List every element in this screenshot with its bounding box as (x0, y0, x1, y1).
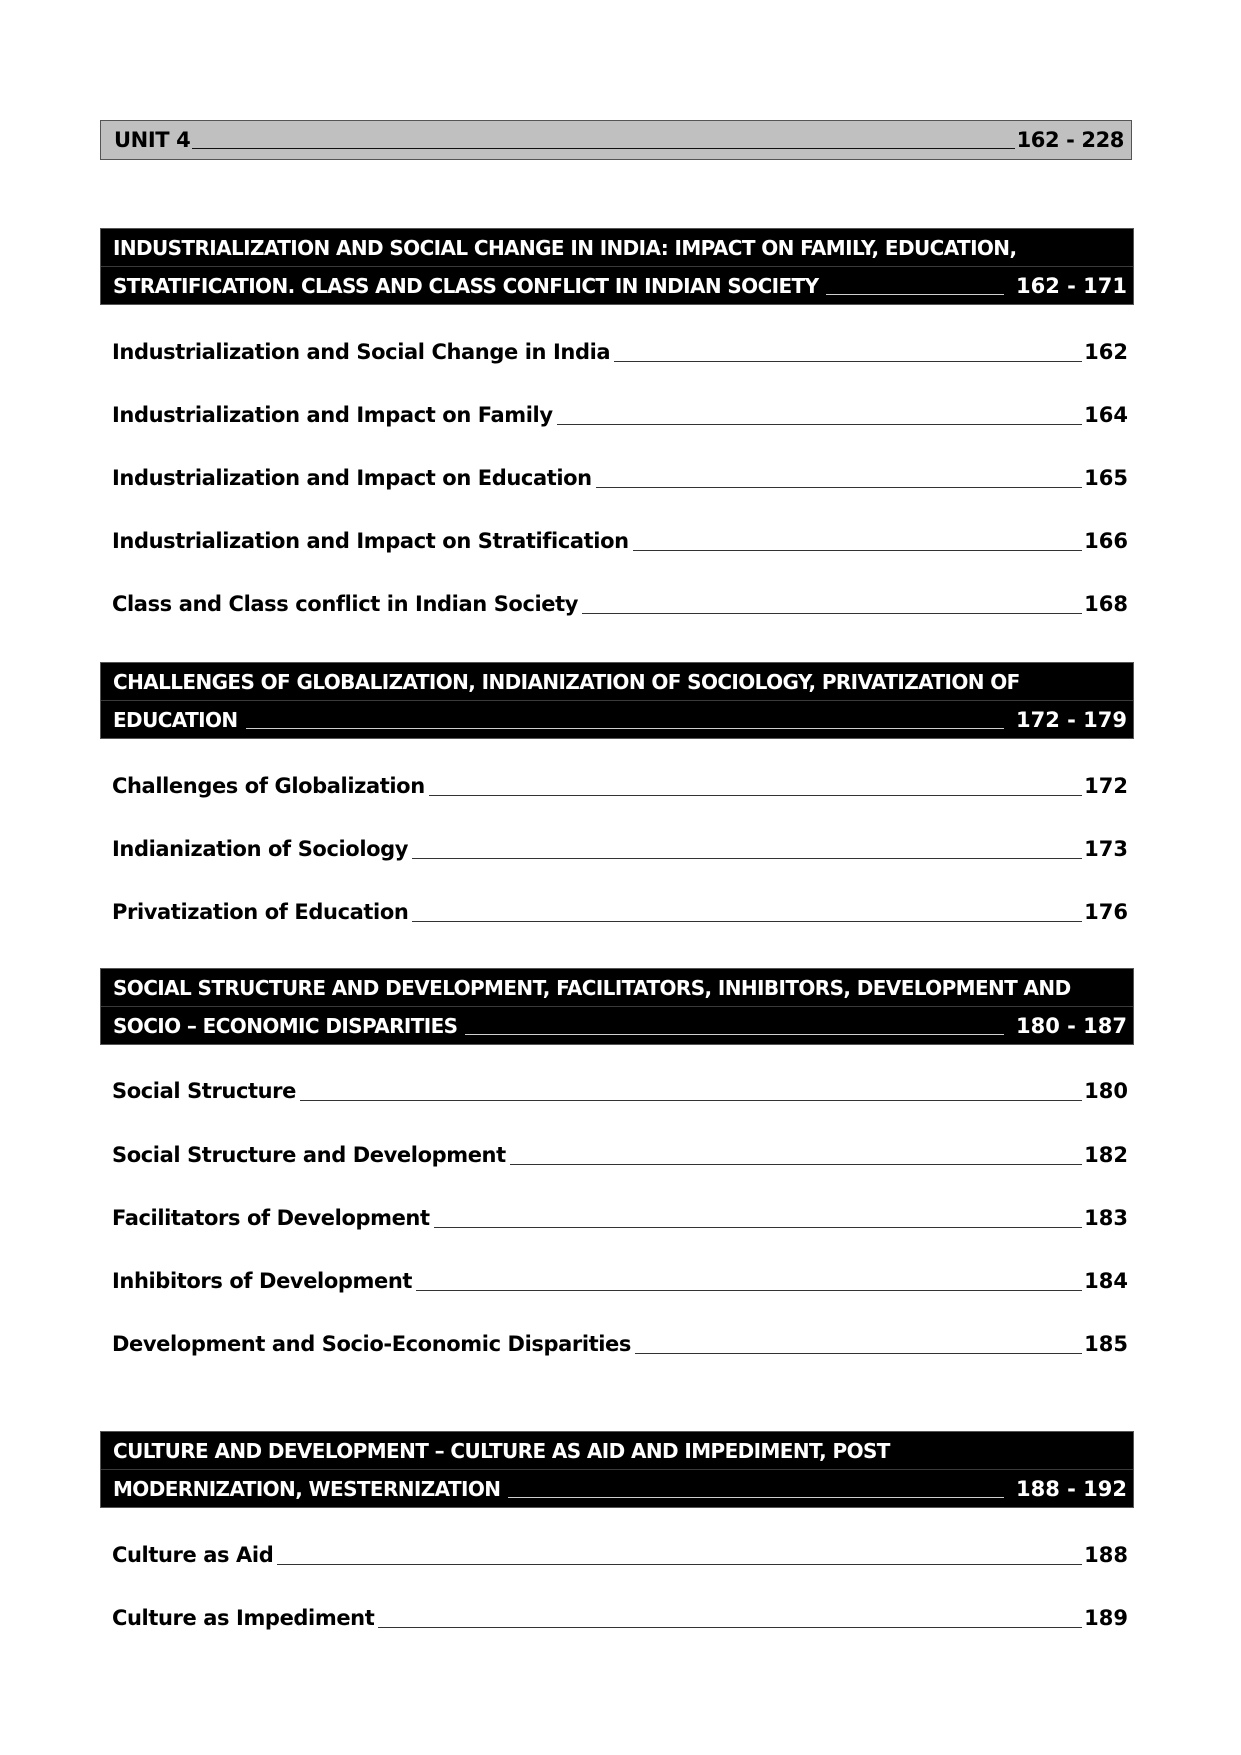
entry-title: Industrialization and Impact on Stratification (112, 529, 629, 553)
section-title: MODERNIZATION, WESTERNIZATION (113, 1476, 501, 1501)
entry-page: 162 (1084, 340, 1128, 364)
toc-entry[interactable] (112, 398, 1128, 432)
toc-entry[interactable] (112, 769, 1128, 803)
leader-line (614, 361, 1082, 362)
section-title-line (101, 229, 1133, 267)
entry-page: 173 (1084, 837, 1128, 861)
toc-entry[interactable] (112, 1074, 1128, 1108)
entry-title: Indianization of Sociology (112, 837, 409, 861)
leader-line (557, 424, 1083, 425)
section-title-line (101, 1432, 1133, 1470)
section-title: INDUSTRIALIZATION AND SOCIAL CHANGE IN INDIA: IMPACT ON FAMILY, EDUCATION, (113, 235, 1017, 260)
entry-page: 184 (1084, 1269, 1128, 1293)
entry-title: Culture as Impediment (112, 1606, 375, 1630)
entry-title: Industrialization and Impact on Family (112, 403, 553, 427)
entry-page: 176 (1084, 900, 1128, 924)
leader-line (508, 1497, 1004, 1498)
leader-line (465, 1034, 1004, 1035)
leader-line (378, 1627, 1082, 1628)
toc-entry[interactable] (112, 895, 1128, 929)
leader-line (246, 728, 1004, 729)
leader-line (412, 921, 1082, 922)
leader-line (416, 1290, 1082, 1291)
section-page-range: 180 - 187 (1015, 1013, 1127, 1038)
toc-entry[interactable] (112, 461, 1128, 495)
section-title: EDUCATION (113, 707, 238, 732)
toc-entry[interactable] (112, 1538, 1128, 1572)
leader-line (596, 487, 1082, 488)
leader-line (582, 613, 1082, 614)
leader-line (412, 858, 1082, 859)
entry-page: 185 (1084, 1332, 1128, 1356)
entry-page: 164 (1084, 403, 1128, 427)
entry-title: Social Structure (112, 1079, 296, 1103)
section-title-line (101, 701, 1133, 738)
entry-page: 180 (1084, 1079, 1128, 1103)
section-title: CULTURE AND DEVELOPMENT – CULTURE AS AID AND IMPEDIMENT, POST (113, 1438, 890, 1463)
entry-title: Class and Class conflict in Indian Society (112, 592, 579, 616)
entry-page: 182 (1084, 1143, 1128, 1167)
toc-entry[interactable] (112, 524, 1128, 558)
section-title-line (101, 1470, 1133, 1507)
section-header[interactable] (100, 228, 1134, 305)
leader-line (633, 550, 1082, 551)
toc-entry[interactable] (112, 1201, 1128, 1235)
section-header[interactable] (100, 1431, 1134, 1508)
entry-title: Culture as Aid (112, 1543, 274, 1567)
section-title-line (101, 267, 1133, 304)
toc-entry[interactable] (112, 1601, 1128, 1635)
leader-line (635, 1353, 1082, 1354)
toc-entry[interactable] (112, 1327, 1128, 1361)
entry-page: 168 (1084, 592, 1128, 616)
section-title: SOCIAL STRUCTURE AND DEVELOPMENT, FACILITATORS, INHIBITORS, DEVELOPMENT AND (113, 975, 1071, 1000)
toc-entry[interactable] (112, 335, 1128, 369)
entry-page: 165 (1084, 466, 1128, 490)
section-title-line (101, 1007, 1133, 1044)
unit-label: UNIT 4 (114, 128, 191, 152)
toc-entry[interactable] (112, 1138, 1128, 1172)
entry-title: Inhibitors of Development (112, 1269, 413, 1293)
leader-line (429, 795, 1082, 796)
leader-line (192, 148, 1014, 149)
entry-page: 189 (1084, 1606, 1128, 1630)
unit-header[interactable] (100, 120, 1132, 160)
unit-page-range: 162 - 228 (1016, 128, 1124, 152)
section-page-range: 188 - 192 (1015, 1476, 1127, 1501)
leader-line (826, 294, 1004, 295)
toc-entry[interactable] (112, 832, 1128, 866)
entry-page: 183 (1084, 1206, 1128, 1230)
leader-line (434, 1227, 1083, 1228)
section-title: SOCIO – ECONOMIC DISPARITIES (113, 1013, 458, 1038)
entry-title: Privatization of Education (112, 900, 409, 924)
section-title-line (101, 663, 1133, 701)
section-header[interactable] (100, 662, 1134, 739)
toc-entry[interactable] (112, 1264, 1128, 1298)
section-page-range: 172 - 179 (1015, 707, 1127, 732)
section-title: STRATIFICATION. CLASS AND CLASS CONFLICT IN INDIAN SOCIETY (113, 273, 819, 298)
section-page-range: 162 - 171 (1015, 273, 1127, 298)
entry-page: 172 (1084, 774, 1128, 798)
entry-title: Facilitators of Development (112, 1206, 430, 1230)
toc-entry[interactable] (112, 587, 1128, 621)
section-title-line (101, 969, 1133, 1007)
section-title: CHALLENGES OF GLOBALIZATION, INDIANIZATION OF SOCIOLOGY, PRIVATIZATION OF (113, 669, 1020, 694)
section-header[interactable] (100, 968, 1134, 1045)
entry-page: 188 (1084, 1543, 1128, 1567)
leader-line (277, 1564, 1082, 1565)
entry-title: Development and Socio-Economic Disparities (112, 1332, 631, 1356)
entry-title: Social Structure and Development (112, 1143, 506, 1167)
leader-line (300, 1100, 1082, 1101)
leader-line (510, 1164, 1082, 1165)
entry-title: Industrialization and Impact on Education (112, 466, 592, 490)
entry-page: 166 (1084, 529, 1128, 553)
entry-title: Challenges of Globalization (112, 774, 425, 798)
entry-title: Industrialization and Social Change in India (112, 340, 611, 364)
